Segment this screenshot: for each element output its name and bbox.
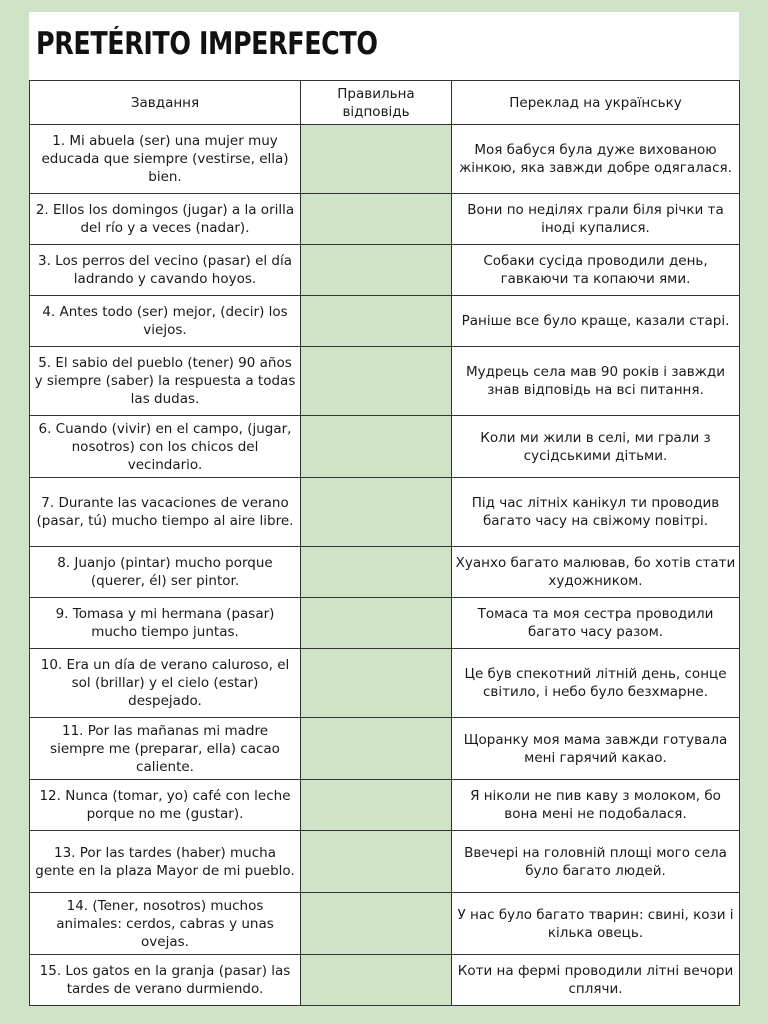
answer-cell[interactable] — [301, 780, 452, 831]
page-title: PRETÉRITO IMPERFECTO — [36, 26, 378, 62]
task-cell: 9. Tomasa y mi hermana (pasar) mucho tiempo juntas. — [30, 598, 301, 649]
answer-cell[interactable] — [301, 547, 452, 598]
translation-cell: Томаса та моя сестра проводили багато часу разом. — [452, 598, 740, 649]
task-cell: 10. Era un día de verano caluroso, el sol (brillar) y el cielo (estar) despejado. — [30, 649, 301, 718]
answer-cell[interactable] — [301, 416, 452, 478]
task-cell: 15. Los gatos en la granja (pasar) las tardes de verano durmiendo. — [30, 955, 301, 1006]
table-row — [30, 245, 740, 296]
task-cell: 5. El sabio del pueblo (tener) 90 años y siempre (saber) la respuesta a todas las dudas. — [30, 347, 301, 416]
task-cell: 13. Por las tardes (haber) mucha gente en la plaza Mayor de mi pueblo. — [30, 831, 301, 893]
header-row — [30, 81, 740, 125]
table-row — [30, 347, 740, 416]
table-row — [30, 296, 740, 347]
table-row — [30, 718, 740, 780]
worksheet — [29, 12, 739, 1012]
translation-cell: У нас було багато тварин: свині, кози і кілька овець. — [452, 893, 740, 955]
answer-cell[interactable] — [301, 478, 452, 547]
translation-cell: Моя бабуся була дуже вихованою жінкою, яка завжди добре одягалася. — [452, 125, 740, 194]
answer-cell[interactable] — [301, 347, 452, 416]
table-row — [30, 649, 740, 718]
answer-cell[interactable] — [301, 718, 452, 780]
answer-cell[interactable] — [301, 194, 452, 245]
table-row — [30, 478, 740, 547]
table-row — [30, 416, 740, 478]
title-bar — [29, 12, 739, 80]
translation-cell: Мудрець села мав 90 років і завжди знав відповідь на всі питання. — [452, 347, 740, 416]
task-cell: 7. Durante las vacaciones de verano (pasar, tú) mucho tiempo al aire libre. — [30, 478, 301, 547]
answer-cell[interactable] — [301, 893, 452, 955]
translation-cell: Щоранку моя мама завжди готувала мені гарячий какао. — [452, 718, 740, 780]
header-task: Завдання — [30, 81, 301, 125]
table-row — [30, 547, 740, 598]
task-cell: 8. Juanjo (pintar) mucho porque (querer, él) ser pintor. — [30, 547, 301, 598]
table-row — [30, 893, 740, 955]
translation-cell: Коти на фермі проводили літні вечори сплячи. — [452, 955, 740, 1006]
task-cell: 4. Antes todo (ser) mejor, (decir) los viejos. — [30, 296, 301, 347]
translation-cell: Раніше все було краще, казали старі. — [452, 296, 740, 347]
header-translation: Переклад на українську — [452, 81, 740, 125]
translation-cell: Ввечері на головній площі мого села було багато людей. — [452, 831, 740, 893]
task-cell: 1. Mi abuela (ser) una mujer muy educada que siempre (vestirse, ella) bien. — [30, 125, 301, 194]
task-cell: 11. Por las mañanas mi madre siempre me (preparar, ella) cacao caliente. — [30, 718, 301, 780]
table-row — [30, 780, 740, 831]
answer-cell[interactable] — [301, 125, 452, 194]
answer-cell[interactable] — [301, 955, 452, 1006]
table-row — [30, 598, 740, 649]
task-cell: 12. Nunca (tomar, yo) café con leche porque no me (gustar). — [30, 780, 301, 831]
table-row — [30, 831, 740, 893]
translation-cell: Я ніколи не пив каву з молоком, бо вона мені не подобалася. — [452, 780, 740, 831]
translation-cell: Це був спекотний літній день, сонце світило, і небо було безхмарне. — [452, 649, 740, 718]
task-cell: 14. (Tener, nosotros) muchos animales: cerdos, cabras y unas ovejas. — [30, 893, 301, 955]
answer-cell[interactable] — [301, 245, 452, 296]
answer-cell[interactable] — [301, 296, 452, 347]
header-answer: Правильна відповідь — [301, 81, 452, 125]
task-cell: 6. Cuando (vivir) en el campo, (jugar, nosotros) con los chicos del vecindario. — [30, 416, 301, 478]
table-row — [30, 125, 740, 194]
table-row — [30, 955, 740, 1006]
task-cell: 2. Ellos los domingos (jugar) a la orilla del río y a veces (nadar). — [30, 194, 301, 245]
task-cell: 3. Los perros del vecino (pasar) el día ladrando y cavando hoyos. — [30, 245, 301, 296]
answer-cell[interactable] — [301, 598, 452, 649]
translation-cell: Під час літніх канікул ти проводив багато часу на свіжому повітрі. — [452, 478, 740, 547]
translation-cell: Вони по неділях грали біля річки та іноді купалися. — [452, 194, 740, 245]
exercise-table — [29, 80, 740, 1006]
answer-cell[interactable] — [301, 649, 452, 718]
answer-cell[interactable] — [301, 831, 452, 893]
translation-cell: Собаки сусіда проводили день, гавкаючи та копаючи ями. — [452, 245, 740, 296]
translation-cell: Коли ми жили в селі, ми грали з сусідськими дітьми. — [452, 416, 740, 478]
table-row — [30, 194, 740, 245]
translation-cell: Хуанхо багато малював, бо хотів стати художником. — [452, 547, 740, 598]
